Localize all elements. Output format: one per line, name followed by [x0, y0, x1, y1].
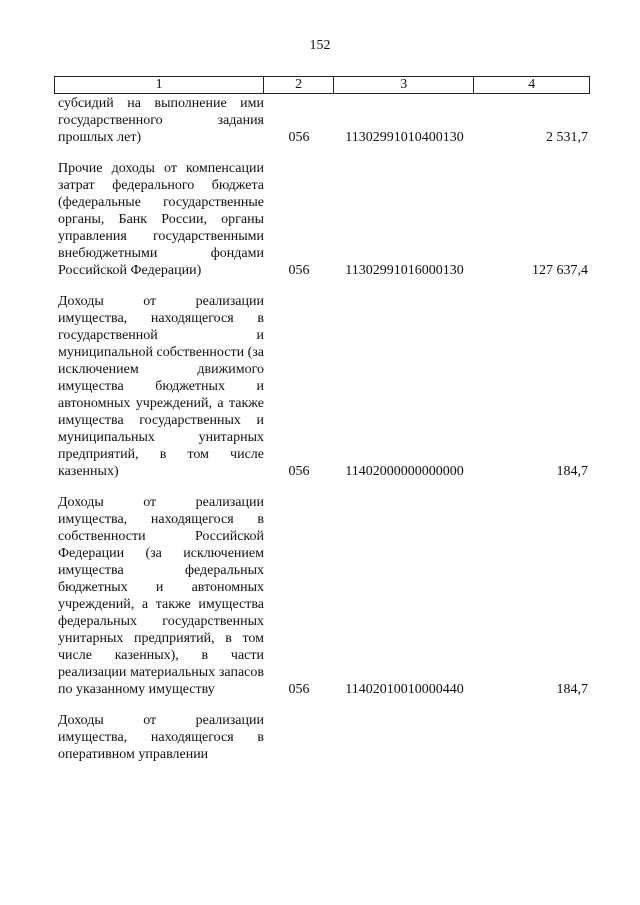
- row-name: Доходы от реализации имущества, находящегося в государственной и муниципальной собственности (за исключением движимого имущества бюджетных и автономных учреждений, а также имущества государственных и муниципальных унитарных предприятий, в том числе казенных): [58, 294, 264, 479]
- table-row: [54, 95, 590, 146]
- table-row: [54, 293, 590, 480]
- header-col-4: 4: [528, 77, 536, 92]
- row-name: субсидий на выполнение ими государственного задания прошлых лет): [58, 96, 264, 145]
- table-body: [54, 95, 590, 763]
- row-classification-code: 11302991016000130: [345, 263, 464, 278]
- header-col-3: 3: [334, 77, 474, 93]
- row-amount: 2 531,7: [546, 130, 588, 145]
- row-classification-code: 11302991010400130: [345, 130, 464, 145]
- row-name: Прочие доходы от компенсации затрат федерального бюджета (федеральные государственные органы, Банк России, органы управления государственными внебюджетными фондами Российской Федерации): [58, 161, 264, 278]
- table-row: [54, 712, 590, 763]
- row-admin-code: 056: [288, 464, 310, 479]
- header-col-2: 2: [264, 77, 334, 93]
- row-name: Доходы от реализации имущества, находящегося в собственности Российской Федерации (за исключением имущества федеральных бюджетных и автономных учреждений, а также имущества федеральных государственных унитарных предприятий, в том числе казенных), в части реализации материальных запасов по указанному имуществу: [58, 495, 264, 697]
- header-col-1: 1: [55, 77, 264, 93]
- row-amount: 184,7: [556, 464, 588, 479]
- row-admin-code: 056: [288, 263, 310, 278]
- table-header: [54, 76, 590, 94]
- row-classification-code: 11402010010000440: [345, 682, 464, 697]
- table-row: [54, 494, 590, 698]
- row-admin-code: 056: [288, 682, 310, 697]
- row-amount: 127 637,4: [532, 263, 588, 278]
- row-amount: 184,7: [556, 682, 588, 697]
- row-name: Доходы от реализации имущества, находящегося в оперативном управлении: [58, 713, 264, 762]
- page-number: 152: [309, 38, 331, 53]
- row-classification-code: 11402000000000000: [345, 464, 464, 479]
- row-admin-code: 056: [288, 130, 310, 145]
- table-row: [54, 160, 590, 279]
